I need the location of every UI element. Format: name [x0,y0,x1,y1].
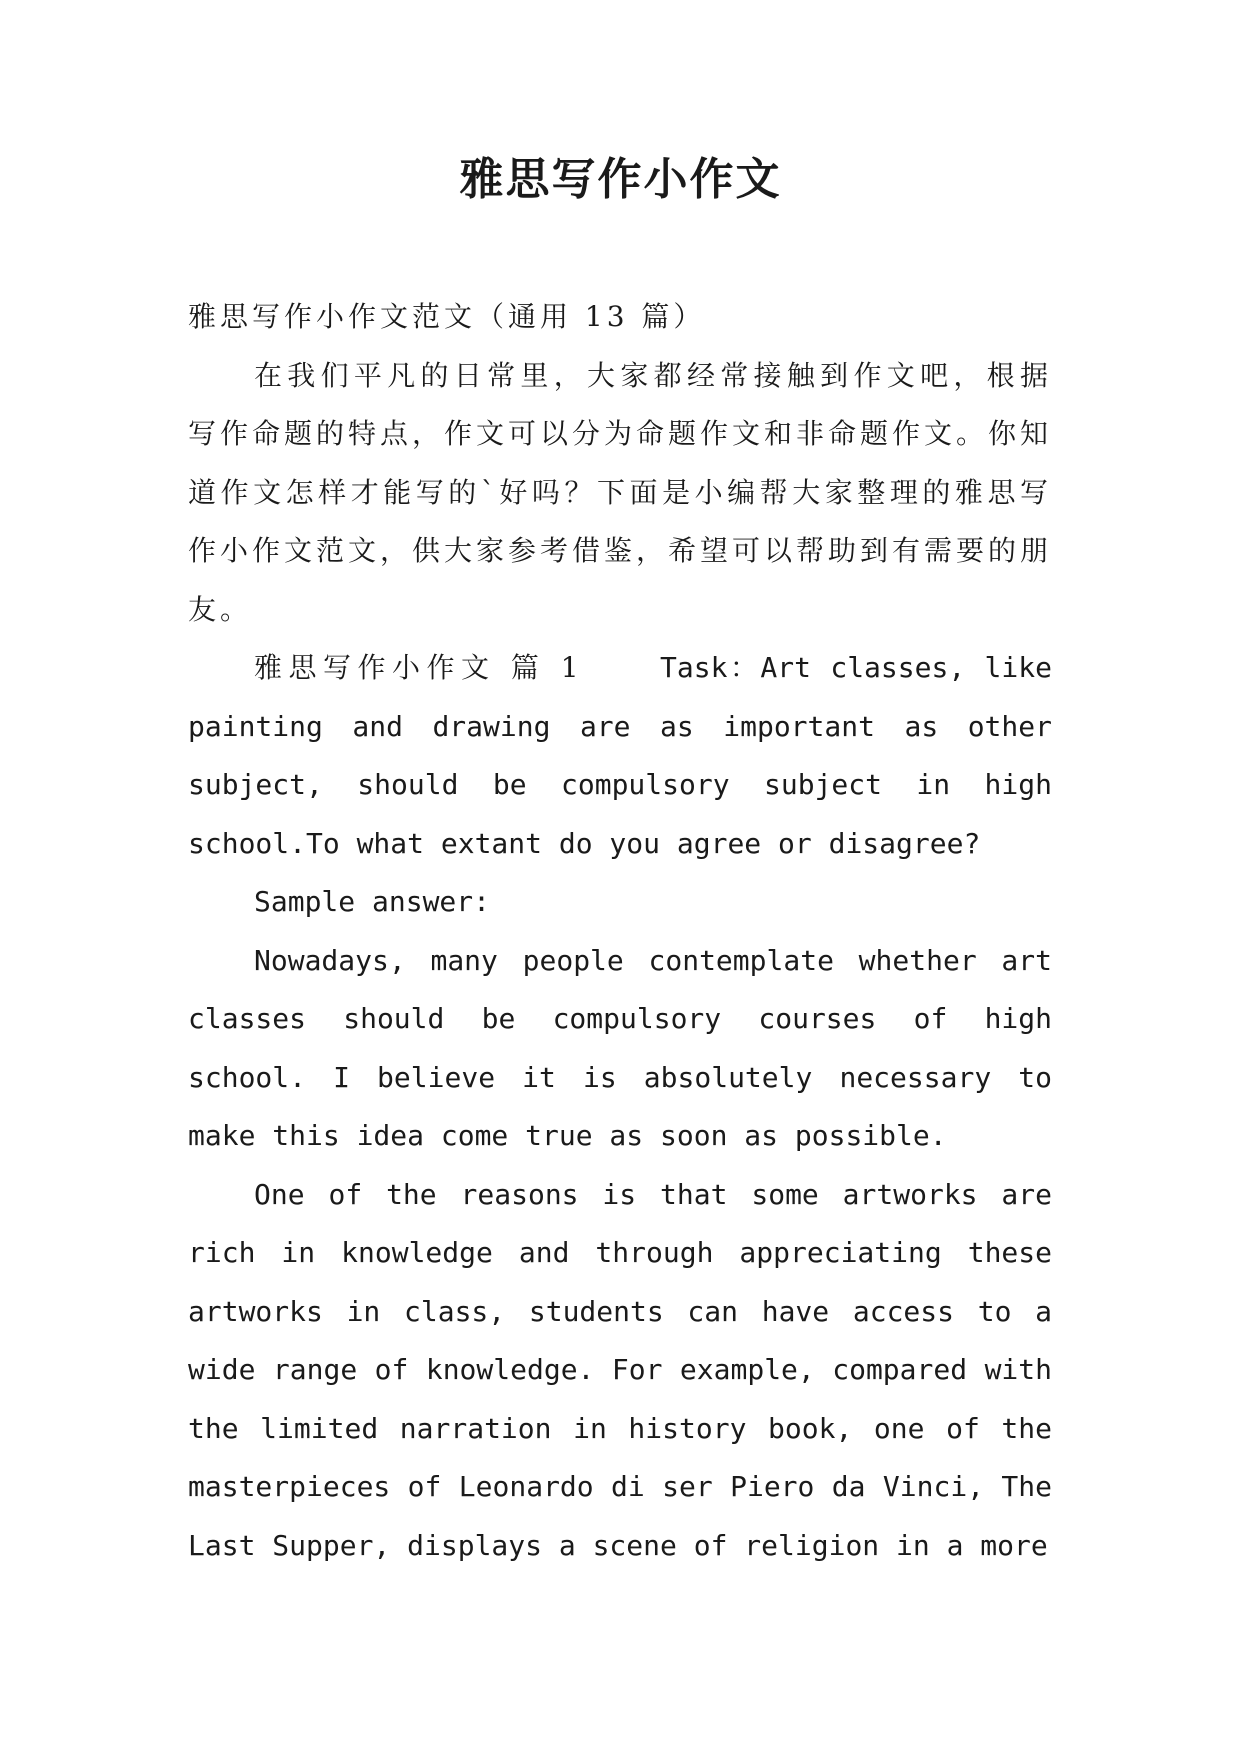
document-title: 雅思写作小作文 [459,154,782,205]
subtitle-line: 雅思写作小作文范文（通用 13 篇） [188,300,706,333]
answer-paragraph-2: One of the reasons is that some artworks are rich in knowledge and through appreciating these artworks in class, students can have access to a wide range of knowledge. For example, compared with the limited narration in history book, one of the masterpieces of Leonardo di ser Piero da Vinci, The Last Supper, displays a scene of religion in a more [188,1177,1052,1562]
intro-paragraph: 在我们平凡的日常里，大家都经常接触到作文吧，根据写作命题的特点，作文可以分为命题作文和非命题作文。你知道作文怎样才能写的`好吗？下面是小编帮大家整理的雅思写作小作文范文，供大家参考借鉴，希望可以帮助到有需要的朋友。 [188,358,1053,626]
sample-answer-label: Sample answer: [254,885,491,918]
document-body [188,288,1052,1575]
section-heading: 雅思写作小作文 篇 1 [254,651,583,684]
answer-paragraph-1: Nowadays, many people contemplate whether art classes should be compulsory courses of high school. I believe it is absolutely necessary to make this idea come true as soon as possible. [188,943,1052,1152]
task-paragraph [188,639,1052,873]
task-text: Task：Art classes, like painting and drawing are as important as other subject, should be compulsory subject in high school.To what extant do you agree or disagree? [188,651,1052,860]
